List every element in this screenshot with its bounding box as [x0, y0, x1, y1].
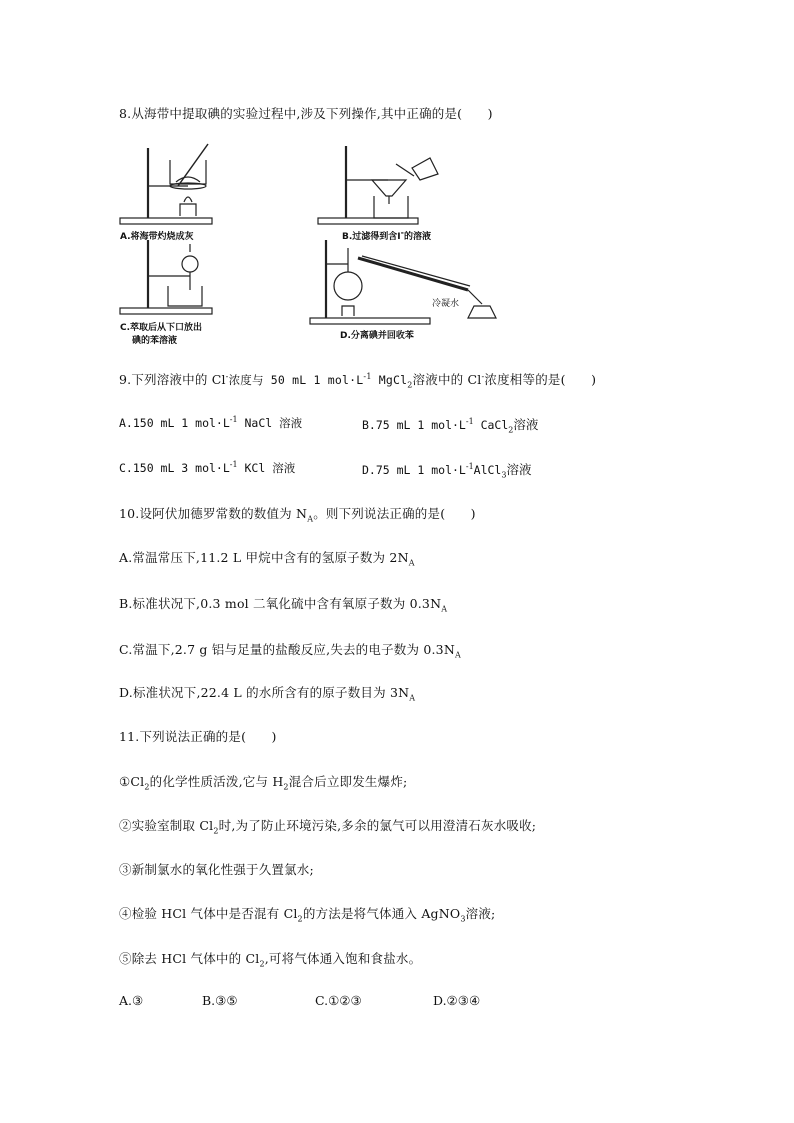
stand-base-b [318, 218, 418, 224]
q11-option-d: D.②③④ [433, 993, 481, 1008]
q11-statement-5: ⑤除去 HCl 气体中的 $Cl_2$,可将气体通入饱和食盐水。 [119, 951, 422, 969]
pouring-beaker-b [412, 158, 438, 180]
q9-stem: 9.下列溶液中的 Cl-浓度与 50 mL 1 $mol\cdot L^{-1}$ MgCl$_2$溶液中的 Cl-浓度相等的是( ) [119, 371, 597, 390]
q11-statement-2: ②实验室制取 $Cl_2$时,为了防止环境污染,多余的氯气可以用澄清石灰水吸收; [119, 818, 537, 836]
burner-d [342, 306, 354, 316]
q11-option-b: B.③⑤ [202, 993, 238, 1008]
sep-funnel-c [182, 256, 198, 272]
beaker-b [374, 196, 408, 218]
q11-stem: 11.下列说法正确的是( ) [119, 729, 277, 744]
rod-b [396, 164, 414, 176]
caption-c1: C.萃取后从下口放出 [120, 323, 203, 333]
q10-option-b: B.标准状况下,0.3 mol 二氧化硫中含有氧原子数为 $0.3N_A$ [119, 596, 448, 614]
glass-rod-a [178, 144, 208, 186]
caption-c2: 碘的苯溶液 [132, 336, 178, 346]
q9-option-b: B.75 mL 1 $mol\cdot L^{-1}$ CaCl$_2$溶液 [362, 416, 539, 435]
q8-stem: 8.从海带中提取碘的实验过程中,涉及下列操作,其中正确的是( ) [119, 106, 493, 121]
burner-a [180, 204, 196, 216]
q11-statement-4: ④检验 HCl 气体中是否混有 $Cl_2$的方法是将气体通入 AgNO$_3$溶液; [119, 906, 496, 924]
beaker-c [168, 286, 202, 306]
condenser-outer-d [362, 256, 470, 286]
q9-option-a: A.150 mL 1 $mol\cdot L^{-1}$ NaCl 溶液 [119, 414, 303, 430]
flask-d [334, 272, 362, 300]
label-cooling-water: 冷凝水 [432, 299, 460, 309]
q9-option-d: D.75 mL 1 $mol\cdot L^{-1}AlCl_3$溶液 [362, 461, 532, 480]
q11-option-a: A.③ [119, 993, 144, 1008]
stand-base-c [120, 308, 212, 314]
q10-option-a: A.常温常压下,11.2 L 甲烷中含有的氢原子数为 $2N_A$ [119, 550, 415, 568]
stand-base-d [310, 318, 430, 324]
q10-option-c: C.常温下,2.7 g 铝与足量的盐酸反应,失去的电子数为 $0.3N_A$ [119, 642, 461, 660]
stand-base-a [120, 218, 212, 224]
q11-statement-3: ③新制氯水的氧化性强于久置氯水; [119, 862, 314, 877]
q10-option-d: D.标准状况下,22.4 L 的水所含有的原子数目为 $3N_A$ [119, 685, 416, 703]
ash-a [176, 177, 200, 182]
q8-figure [118, 140, 518, 355]
caption-a: A.将海带灼烧成灰 [120, 232, 194, 242]
condenser-d [358, 258, 468, 290]
caption-d: D.分离碘并回收苯 [340, 331, 414, 341]
adapter-d [468, 290, 482, 304]
q10-stem: 10.设阿伏加德罗常数的数值为 $N_A$。则下列说法正确的是( ) [119, 506, 476, 524]
caption-b: B.过滤得到含I-的溶液 [342, 228, 431, 242]
q11-option-c: C.①②③ [315, 993, 362, 1008]
flame-a [184, 197, 192, 202]
receiver-d [468, 306, 496, 318]
q11-statement-1: $①Cl_2$的化学性质活泼,它与 $H_2$混合后立即发生爆炸; [119, 774, 408, 792]
funnel-b [372, 180, 406, 196]
q9-option-c: C.150 mL 3 $mol\cdot L^{-1}$ KCl 溶液 [119, 459, 296, 475]
